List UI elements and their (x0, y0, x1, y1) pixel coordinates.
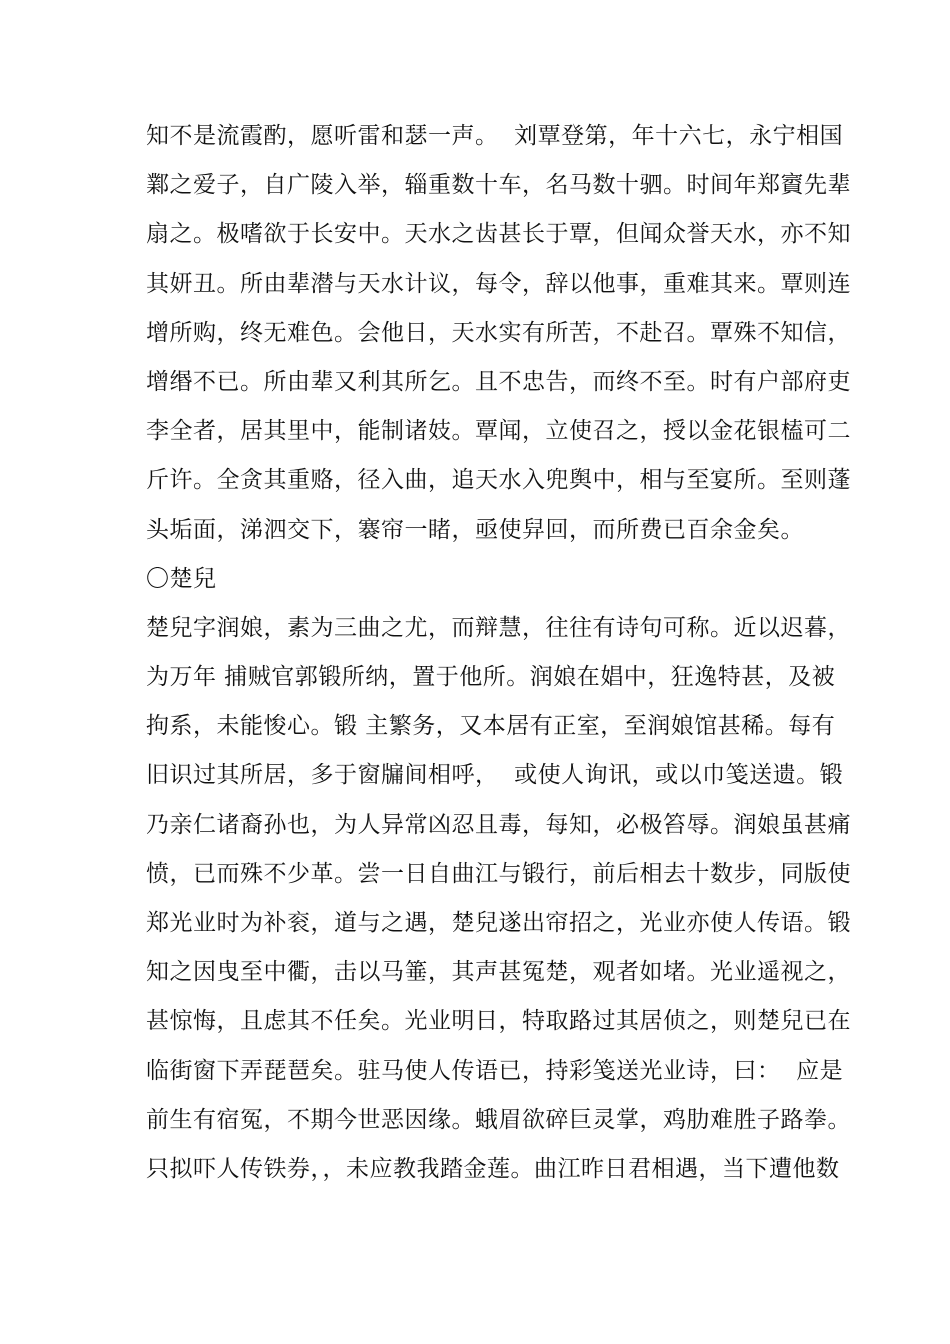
body-text (146, 112, 851, 1194)
text-line-13: 拘系，未能悛心。锻 主繁务，又本居有正室，至润娘馆甚稀。每有 (146, 713, 836, 740)
text-line-4: 其妍丑。所由辈潜与天水计议，每令，辞以他事，重难其来。覃则连 (146, 270, 851, 297)
section-heading: 〇楚兒 (146, 565, 217, 592)
text-line-21: 前生有宿冤，不期今世恶因缘。蛾眉欲碎巨灵掌，鸡肋难胜子路拳。 (146, 1106, 851, 1133)
text-line-12: 为万年 捕贼官郭锻所纳，置于他所。润娘在娼中，狂逸特甚，及被 (146, 664, 836, 691)
text-line-17: 郑光业时为补衮，道与之遇，楚兒遂出帘招之，光业亦使人传语。锻 (146, 910, 851, 936)
text-line-18: 知之因曳至中衢，击以马箠，其声甚冤楚，观者如堵。光业遥视之， (146, 959, 851, 986)
text-line-6: 增缗不已。所由辈又利其所乞。且不忠告，而终不至。时有户部府吏 (146, 368, 851, 395)
text-line-20: 临街窗下弄琵琶矣。驻马使人传语已，持彩笺送光业诗，曰： 应是 (146, 1057, 844, 1084)
text-line-15: 乃亲仁诸裔孙也，为人异常凶忍且毒，每知，必极笞辱。润娘虽甚痛 (146, 811, 851, 838)
text-line-9: 头垢面，涕泗交下，褰帘一睹，亟使舁回，而所费已百余金矣。 (146, 516, 804, 543)
text-line-11: 楚兒字润娘，素为三曲之尤，而辩慧，往往有诗句可称。近以迟暮， (146, 614, 851, 641)
text-line-5: 增所购，终无难色。会他日，天水实有所苦，不赴召。覃殊不知信， (146, 319, 851, 346)
text-line-2: 鄴之爱子，自广陵入举，辎重数十车，名马数十驷。时间年郑賨先辈 (146, 172, 851, 199)
text-line-22: 只拟吓人传铁券，，未应教我踏金莲。曲江昨日君相遇，当下遭他数 (146, 1155, 840, 1182)
text-line-19: 甚惊悔，且虑其不任矣。光业明日，特取路过其居侦之，则楚兒已在 (146, 1008, 851, 1035)
text-line-1: 知不是流霞酌，愿听雷和瑟一声。 刘覃登第，年十六七，永宁相国 (146, 123, 844, 149)
text-line-8: 斤许。全贪其重赂，径入曲，追天水入兜舆中，相与至宴所。至则蓬 (146, 467, 851, 494)
text-line-16: 愤，已而殊不少革。尝一日自曲江与锻行，前后相去十数步，同版使 (146, 860, 851, 887)
text-line-14: 旧识过其所居，多于窗牖间相呼， 或使人询讯，或以巾笺送遗。锻 (146, 762, 844, 789)
text-line-3: 扇之。极嗜欲于长安中。天水之齿甚长于覃，但闻众誉天水，亦不知 (146, 221, 851, 248)
text-line-7: 李全者，居其里中，能制诸妓。覃闻，立使召之，授以金花银榼可二 (146, 418, 851, 445)
